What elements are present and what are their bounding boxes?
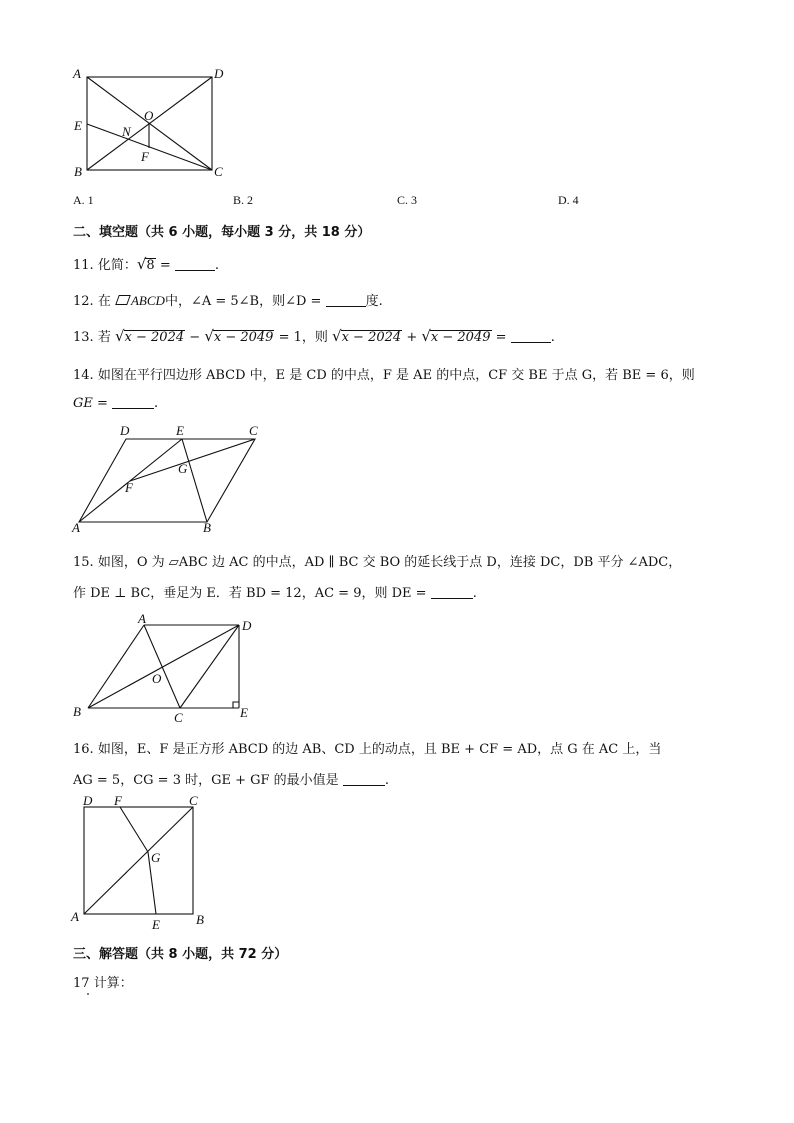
- label-C: C: [214, 164, 223, 179]
- question-12: [73, 290, 383, 309]
- dot-mark: [87, 993, 89, 995]
- label-B: B: [73, 704, 81, 719]
- label-E: E: [152, 917, 160, 932]
- label-C: C: [249, 423, 258, 438]
- figure-q14: [66, 422, 266, 534]
- option-c: C. 3: [397, 193, 418, 207]
- q17-text: 计算：: [93, 976, 133, 991]
- q16-num: 16.: [73, 742, 94, 757]
- question-15-line-1: [73, 551, 681, 570]
- q13-rad-4: x − 2049: [430, 330, 491, 345]
- label-B: B: [196, 912, 204, 927]
- label-D: D: [214, 66, 224, 81]
- q15-line-2: 作 DE ⊥ BC，垂足为 E．若 BD = 12，AC = 9，则 DE =: [73, 586, 427, 601]
- label-A: A: [138, 611, 146, 626]
- q13-text-a: 若: [97, 330, 111, 345]
- question-16-line-1: [73, 738, 661, 757]
- label-B: B: [203, 520, 211, 534]
- label-A: A: [73, 66, 81, 81]
- answer-blank-13[interactable]: [511, 330, 551, 343]
- option-b: B. 2: [233, 193, 254, 207]
- sqrt-icon: √: [204, 327, 214, 345]
- q12-num: 12.: [73, 294, 94, 309]
- q13-rad-1: x − 2024: [124, 330, 185, 345]
- q12-text-b: 中，∠A = 5∠B，则∠D =: [164, 294, 322, 309]
- answer-blank-12[interactable]: [326, 294, 366, 307]
- sqrt-icon: √: [421, 327, 431, 345]
- sqrt-icon: √: [136, 255, 147, 273]
- option-d: D. 4: [558, 193, 579, 207]
- label-N: N: [122, 124, 131, 139]
- q17-num: 17: [73, 976, 90, 991]
- q14-num: 14.: [73, 368, 94, 383]
- question-14-line-2: GE = .: [73, 396, 159, 411]
- option-a: A. 1: [73, 193, 94, 207]
- question-14-line-1: [73, 364, 695, 383]
- q12-text-a: 在: [97, 294, 111, 309]
- figure-q10: [68, 64, 238, 186]
- figure-q15: [70, 610, 260, 722]
- section-2-title: 二、填空题（共 6 小题，每小题 3 分，共 18 分）: [73, 225, 371, 240]
- q13-eq: =: [495, 330, 507, 345]
- q16-line-2: AG = 5，CG = 3 时，GE + GF 的最小值是: [73, 773, 339, 788]
- sqrt-icon: √: [114, 327, 125, 345]
- answer-blank-16[interactable]: [343, 773, 385, 786]
- label-D: D: [120, 423, 130, 438]
- label-C: C: [174, 710, 183, 722]
- question-11: 11. 化简：√8 = .: [73, 255, 220, 273]
- section-3-title: 三、解答题（共 8 小题，共 72 分）: [73, 947, 288, 962]
- question-13: 13. 若 √x − 2024 − √x − 2049 = 1，则 √x − 2024 + √x − 2049 = .: [73, 327, 555, 345]
- label-D: D: [242, 618, 252, 633]
- label-E: E: [240, 705, 248, 720]
- label-O: O: [144, 108, 154, 123]
- label-D: D: [83, 793, 93, 808]
- q13-num: 13.: [73, 330, 94, 345]
- sqrt-icon: √: [332, 327, 342, 345]
- q12-parallelogram: ABCD: [130, 293, 165, 308]
- q11-radicand: 8: [146, 258, 155, 273]
- q16-line-1: 如图，E、F 是正方形 ABCD 的边 AB、CD 上的动点，且 BE + CF = AD，点 G 在 AC 上，当: [97, 742, 662, 757]
- q13-rad-2: x − 2049: [213, 330, 274, 345]
- label-A: A: [72, 520, 80, 534]
- label-G: G: [178, 461, 188, 476]
- question-15-line-2: 作 DE ⊥ BC，垂足为 E．若 BD = 12，AC = 9，则 DE = .: [73, 586, 477, 601]
- question-16-line-2: AG = 5，CG = 3 时，GE + GF 的最小值是 .: [73, 773, 389, 788]
- q14-line-2: GE =: [73, 396, 108, 411]
- q15-line-1: 如图，O 为 ▱ABC 边 AC 的中点，AD ∥ BC 交 BO 的延长线于点 D，连接 DC，DB 平分 ∠ADC，: [97, 555, 682, 570]
- q11-prefix: 化简：: [97, 258, 137, 273]
- answer-blank-14[interactable]: [112, 396, 154, 409]
- q12-unit: 度.: [365, 294, 383, 309]
- label-F: F: [125, 480, 133, 495]
- label-O: O: [152, 671, 162, 686]
- q13-plus: +: [406, 330, 418, 345]
- label-G: G: [151, 850, 161, 865]
- label-E: E: [176, 423, 184, 438]
- label-C: C: [189, 793, 198, 808]
- q11-eq: =: [159, 258, 171, 273]
- q14-line-1: 如图在平行四边形 ABCD 中，E 是 CD 的中点，F 是 AE 的中点，CF 交 BE 于点 G，若 BE = 6，则: [97, 368, 695, 383]
- q13-rad-3: x − 2024: [341, 330, 402, 345]
- label-E: E: [74, 118, 82, 133]
- label-F: F: [114, 793, 122, 808]
- figure-q16: [70, 792, 220, 932]
- question-17: [73, 972, 133, 991]
- parallelogram-icon: [115, 295, 131, 305]
- label-F: F: [141, 149, 149, 164]
- answer-blank-15[interactable]: [431, 586, 473, 599]
- q15-num: 15.: [73, 555, 94, 570]
- answer-blank-11[interactable]: [175, 258, 215, 271]
- q13-minus: −: [189, 330, 201, 345]
- q11-num: 11.: [73, 258, 94, 273]
- q13-text-b: = 1，则: [278, 330, 328, 345]
- label-B: B: [74, 164, 82, 179]
- label-A: A: [71, 909, 79, 924]
